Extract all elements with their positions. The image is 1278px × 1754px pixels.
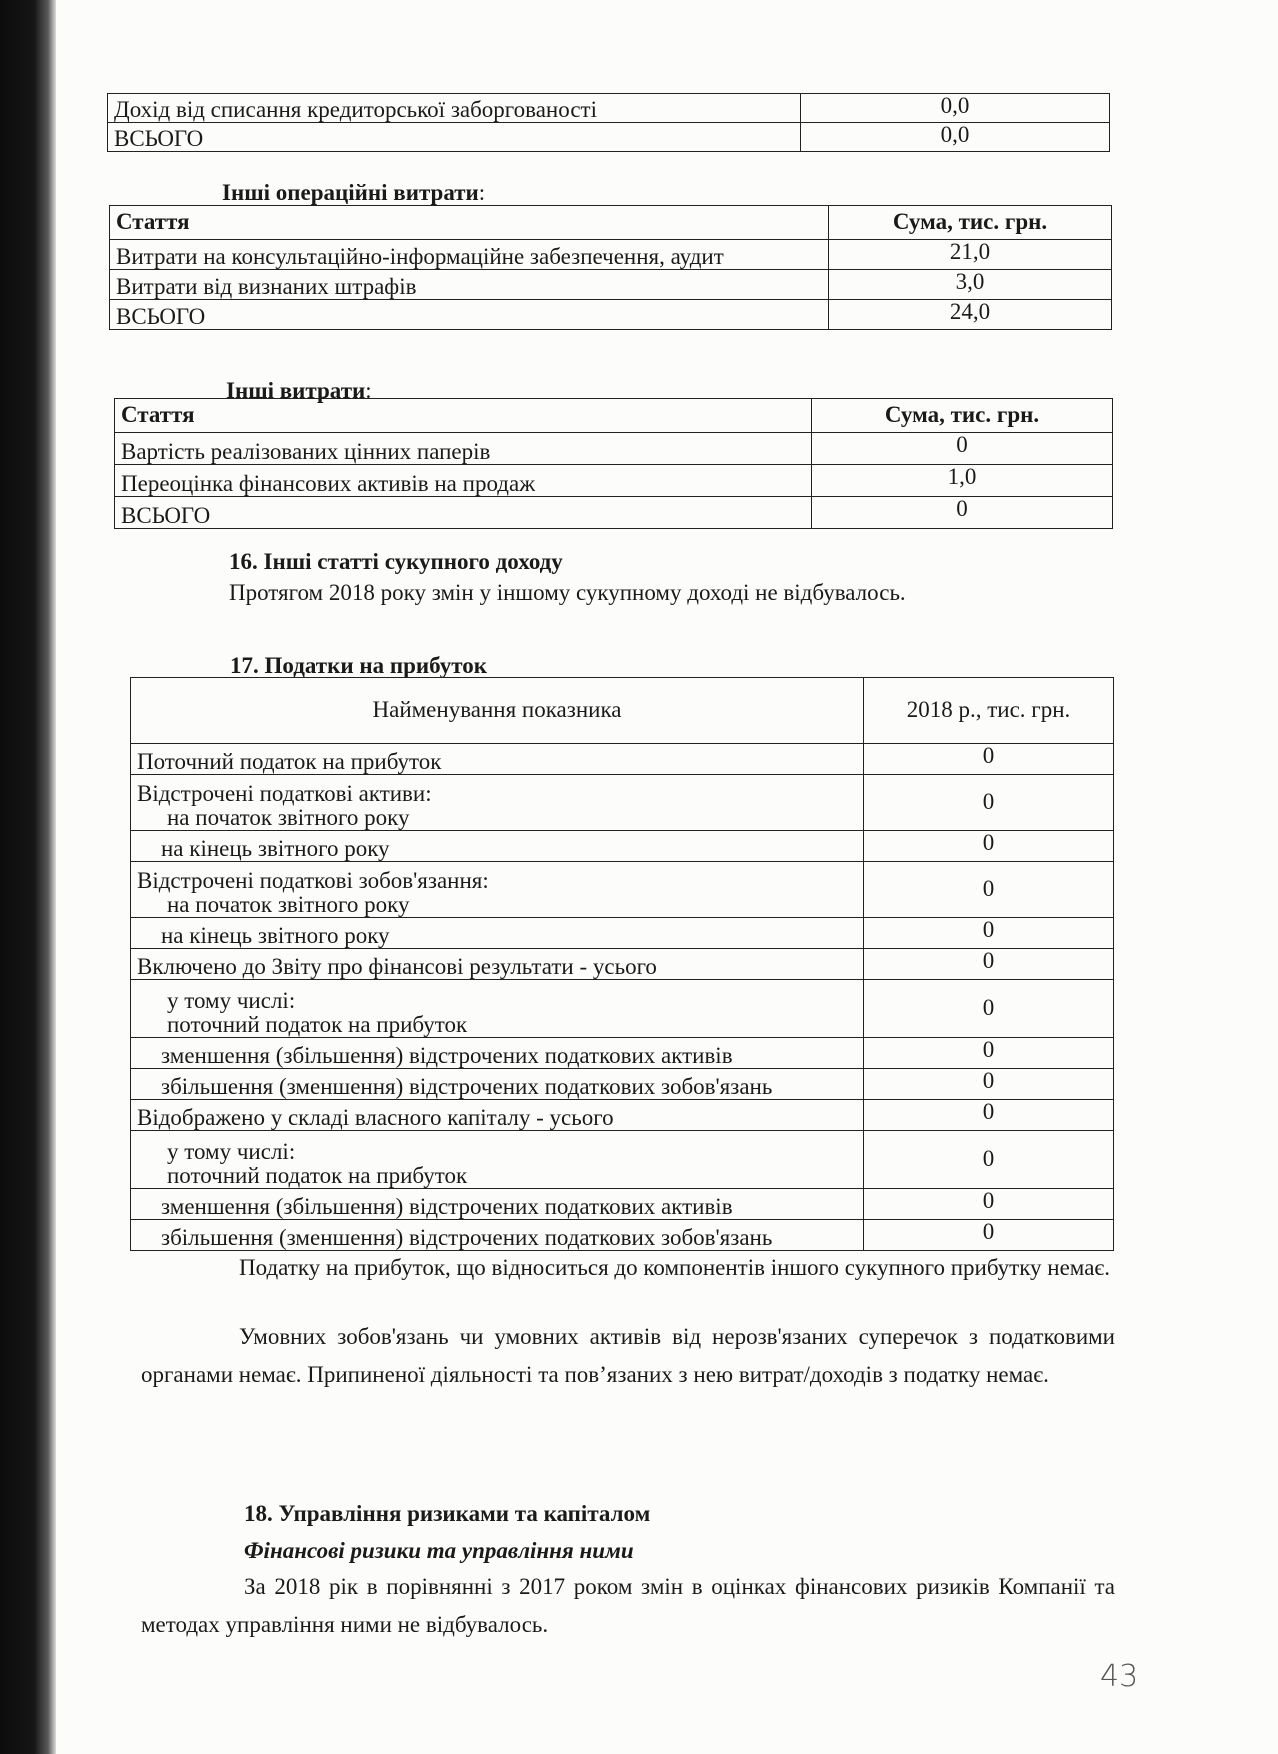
table-cell-value: 0 [864, 1069, 1114, 1100]
table-cell-label: Вартість реалізованих цінних паперів [115, 433, 812, 465]
table-cell-label: ВСЬОГО [110, 300, 829, 330]
table-row [131, 1069, 1114, 1100]
header-cell-year: 2018 р., тис. грн. [864, 678, 1114, 744]
income-table [107, 93, 1110, 152]
table-cell-label: ВСЬОГО [108, 123, 801, 152]
section-18-subtitle: Фінансові ризики та управління ними [244, 1538, 634, 1563]
table-row [131, 862, 1114, 918]
section-18-title: 18. Управління ризиками та капіталом [244, 1501, 651, 1526]
table-cell-label: на кінець звітного року [131, 831, 864, 862]
table-cell-value: 0 [864, 1189, 1114, 1220]
table-cell-label: збільшення (зменшення) відстрочених податкових зобов'язань [131, 1220, 864, 1251]
table-row [110, 270, 1112, 300]
table-cell-value: 0 [864, 949, 1114, 980]
table-cell-value: 0 [864, 1038, 1114, 1069]
section-16-title: 16. Інші статті сукупного доходу [229, 549, 563, 574]
row-subline: на початок звітного року [167, 804, 410, 830]
income-tax-table [130, 677, 1114, 1251]
table-row [131, 1131, 1114, 1189]
table-cell-label: Відображено у складі власного капіталу - усього [131, 1100, 864, 1131]
table-cell-value: 0,0 [801, 94, 1110, 123]
row-line: у тому числі: [167, 1138, 296, 1164]
table-cell-value: 0,0 [801, 123, 1110, 152]
table-row [131, 1038, 1114, 1069]
table-row [108, 123, 1110, 152]
row-line: у тому числі: [167, 987, 296, 1013]
row-subline: на початок звітного року [167, 891, 410, 917]
table-cell-value: 0 [864, 1220, 1114, 1251]
table-cell-value: 3,0 [829, 270, 1112, 300]
section-17-paragraph-2: Умовних зобов'язань чи умовних активів від нерозв'язаних суперечок з податковими органами немає. Припиненої діяльності та пов’язаних з нею витрат/доходів з податку немає. [141, 1324, 1115, 1387]
header-cell-article: Стаття [115, 399, 812, 433]
table-cell-label: зменшення (збільшення) відстрочених податкових активів [131, 1038, 864, 1069]
table-row [131, 1189, 1114, 1220]
table-cell-label [131, 775, 864, 831]
table-cell-value: 0 [864, 1131, 1114, 1189]
section-16-text: Протягом 2018 року змін у іншому сукупному доході не відбувалось. [229, 580, 906, 605]
table-row [108, 94, 1110, 123]
header-cell-sum: Сума, тис. грн. [812, 399, 1113, 433]
table-cell-value: 0 [864, 831, 1114, 862]
table-row [131, 918, 1114, 949]
table-cell-label: на кінець звітного року [131, 918, 864, 949]
table-cell-label: ВСЬОГО [115, 497, 812, 529]
other-operating-expenses-heading: Інші операційні витрати: [222, 180, 486, 205]
header-cell-article: Стаття [110, 206, 829, 240]
table-cell-value: 0 [864, 918, 1114, 949]
table-row [110, 300, 1112, 330]
section-17-paragraph-1: Податку на прибуток, що відноситься до компонентів іншого сукупного прибутку немає. [239, 1255, 1111, 1280]
table-cell-label: Витрати від визнаних штрафів [110, 270, 829, 300]
table-row [110, 240, 1112, 270]
table-row [115, 465, 1113, 497]
table-row [131, 775, 1114, 831]
table-row [131, 1220, 1114, 1251]
other-operating-expenses-table [109, 205, 1112, 330]
table-row [131, 744, 1114, 775]
row-line: Відстрочені податкові активи: [137, 780, 432, 806]
table-cell-value: 0 [812, 497, 1113, 529]
section-18-text: За 2018 рік в порівнянні з 2017 роком змін в оцінках фінансових ризиків Компанії та методах управління ними не відбувалось. [141, 1574, 1115, 1637]
header-cell-sum: Сума, тис. грн. [829, 206, 1112, 240]
table-cell-label [131, 862, 864, 918]
header-cell-indicator: Найменування показника [131, 678, 864, 744]
table-cell-label: Поточний податок на прибуток [131, 744, 864, 775]
table-cell-value: 0 [864, 980, 1114, 1038]
table-cell-value: 1,0 [812, 465, 1113, 497]
page-number: 43 [1100, 1659, 1139, 1694]
table-cell-value: 0 [864, 744, 1114, 775]
row-subline: поточний податок на прибуток [167, 1011, 468, 1037]
table-row [131, 980, 1114, 1038]
table-cell-value: 0 [864, 775, 1114, 831]
table-cell-label: збільшення (зменшення) відстрочених податкових зобов'язань [131, 1069, 864, 1100]
table-cell-value: 0 [812, 433, 1113, 465]
table-row [115, 433, 1113, 465]
other-expenses-table [114, 398, 1113, 529]
section-17-title: 17. Податки на прибуток [230, 653, 487, 678]
table-cell-value: 0 [864, 862, 1114, 918]
table-cell-value: 21,0 [829, 240, 1112, 270]
table-row [115, 497, 1113, 529]
table-row [131, 831, 1114, 862]
table-cell-value: 24,0 [829, 300, 1112, 330]
scan-shadow-edge [0, 0, 56, 1754]
table-cell-label: Витрати на консультаційно-інформаційне забезпечення, аудит [110, 240, 829, 270]
table-cell-label: Дохід від списання кредиторської заборгованості [108, 94, 801, 123]
other-expenses-heading: Інші витрати: [226, 378, 372, 403]
row-subline: поточний податок на прибуток [167, 1162, 468, 1188]
table-header-row [131, 678, 1114, 744]
table-cell-label [131, 980, 864, 1038]
table-header-row [110, 206, 1112, 240]
table-header-row [115, 399, 1113, 433]
table-cell-value: 0 [864, 1100, 1114, 1131]
table-cell-label: Переоцінка фінансових активів на продаж [115, 465, 812, 497]
table-cell-label: Включено до Звіту про фінансові результати - усього [131, 949, 864, 980]
table-row [131, 949, 1114, 980]
row-line: Відстрочені податкові зобов'язання: [137, 867, 489, 893]
table-row [131, 1100, 1114, 1131]
table-cell-label [131, 1131, 864, 1189]
table-cell-label: зменшення (збільшення) відстрочених податкових активів [131, 1189, 864, 1220]
